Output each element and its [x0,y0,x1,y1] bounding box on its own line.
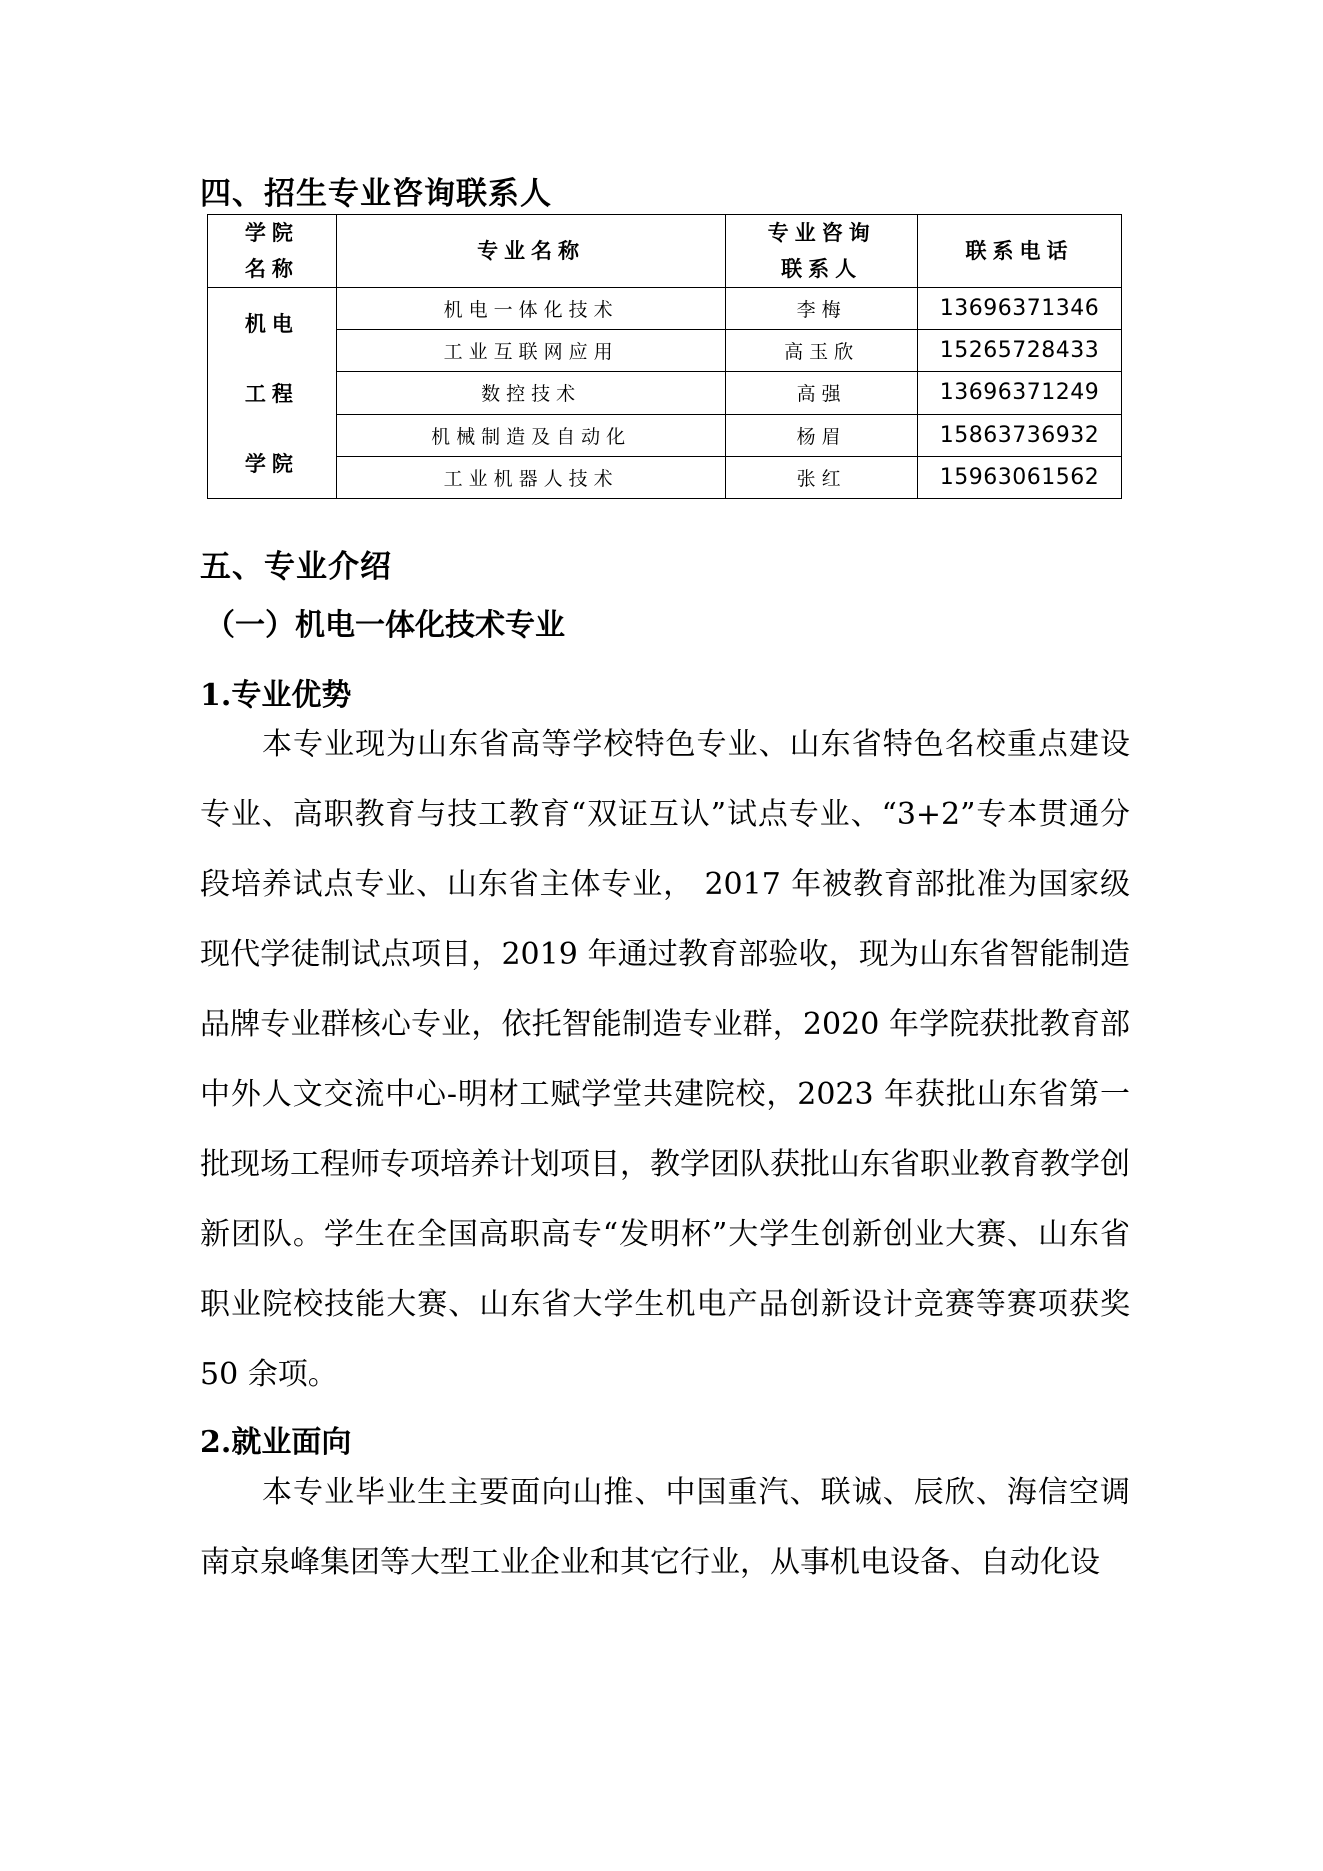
header-contact [726,215,918,288]
phone-cell: 13696371346 [918,288,1122,330]
contact-cell: 高强 [726,372,918,414]
table-row [208,372,1122,414]
contacts-table [207,214,1122,499]
major-cell: 机械制造及自动化 [336,414,725,456]
table-row [208,414,1122,456]
subsection-title: （一）机电一体化技术专业 [205,608,565,643]
header-contact-line1: 专业咨询 [767,221,876,245]
header-phone: 联系电话 [918,215,1122,288]
phone-cell: 13696371249 [918,372,1122,414]
major-cell: 数控技术 [336,372,725,414]
header-college [208,215,337,288]
college-line: 学院 [244,452,299,476]
major-cell: 工业互联网应用 [336,330,725,372]
major-cell: 机电一体化技术 [336,288,725,330]
contact-cell: 李梅 [726,288,918,330]
phone-cell: 15863736932 [918,414,1122,456]
college-line: 工程 [244,382,299,406]
header-college-line1: 学院 [244,221,299,245]
contact-cell: 高玉欣 [726,330,918,372]
table-header-row [208,215,1122,288]
college-line: 机电 [244,312,299,336]
employment-paragraph: 本专业毕业生主要面向山推、中国重汽、联诚、辰欣、海信空调南京泉峰集团等大型工业企业和其它行业，从事机电设备、自动化设 [200,1475,1130,1580]
phone-cell: 15963061562 [918,456,1122,498]
header-college-line2: 名称 [244,257,299,281]
table-row [208,288,1122,330]
section-heading-contacts: 四、招生专业咨询联系人 [200,176,552,212]
advantage-title: 1.专业优势 [200,678,352,713]
contact-cell: 杨眉 [726,414,918,456]
table-row [208,330,1122,372]
phone-cell: 15265728433 [918,330,1122,372]
college-cell [208,288,337,499]
table-row [208,456,1122,498]
header-contact-line2: 联系人 [781,257,863,281]
header-major: 专业名称 [336,215,725,288]
advantage-paragraph: 本专业现为山东省高等学校特色专业、山东省特色名校重点建设专业、高职教育与技工教育“双证互认”试点专业、“3+2”专本贯通分段培养试点专业、山东省主体专业， 2017 年被教育部批准为国家级现代学徒制试点项目，2019 年通过教育部验收，现为山东省智能制造品牌专业群核心专业，依托智能制造专业群，2020 年学院获批教育部中外人文交流中心-明材工赋学堂共建院校，2023 年获批山东省第一批现场工程师专项培养计划项目，教学团队获批山东省职业教育教学创新团队。学生在全国高职高专“发明杯”大学生创新创业大赛、山东省职业院校技能大赛、山东省大学生机电产品创新设计竞赛等赛项获奖 50 余项。 [200,727,1130,1392]
section-heading-intro: 五、专业介绍 [200,549,392,585]
major-cell: 工业机器人技术 [336,456,725,498]
employment-title: 2.就业面向 [200,1425,352,1460]
contact-cell: 张红 [726,456,918,498]
